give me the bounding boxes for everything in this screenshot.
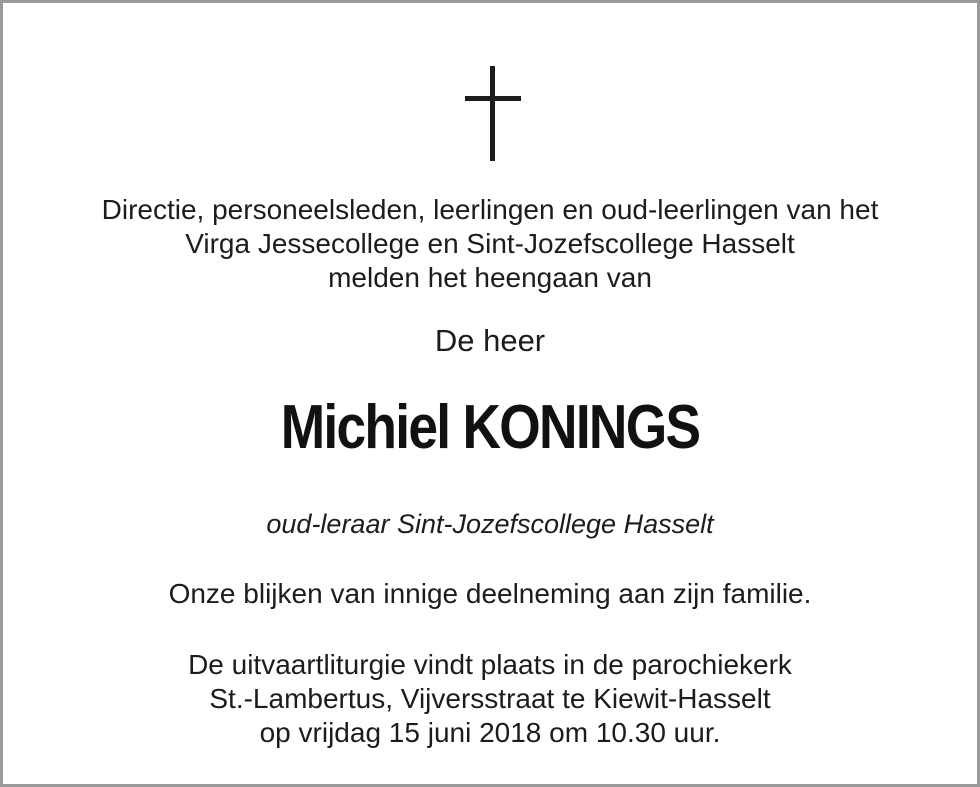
- funeral-line-2: St.-Lambertus, Vijversstraat te Kiewit-Hasselt: [209, 683, 771, 714]
- intro-line-2: Virga Jessecollege en Sint-Jozefscollege Hasselt: [185, 228, 795, 259]
- intro-line-3: melden het heengaan van: [328, 262, 652, 293]
- cross-icon: [463, 63, 523, 163]
- funeral-line-1: De uitvaartliturgie vindt plaats in de parochiekerk: [188, 649, 792, 680]
- deceased-name: Michiel KONINGS: [280, 393, 700, 462]
- deceased-role: oud-leraar Sint-Jozefscollege Hasselt: [266, 509, 714, 539]
- cross-symbol: [3, 63, 980, 163]
- condolence-text: Onze blijken van innige deelneming aan zijn familie.: [168, 578, 812, 609]
- intro-line-1: Directie, personeelsleden, leerlingen en oud-leerlingen van het: [101, 194, 879, 225]
- funeral-line-3: op vrijdag 15 juni 2018 om 10.30 uur.: [259, 717, 721, 748]
- salutation: De heer: [434, 323, 546, 358]
